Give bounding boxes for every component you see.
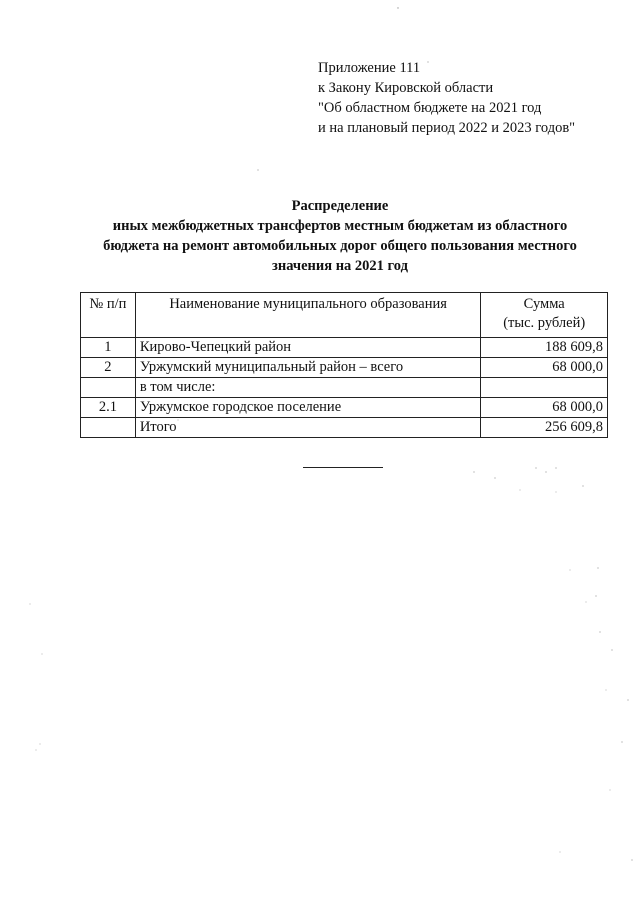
row-name: в том числе: (135, 378, 481, 398)
appendix-line: "Об областном бюджете на 2021 год (318, 100, 542, 116)
row-num: 1 (81, 338, 136, 358)
row-name: Кирово-Чепецкий район (135, 338, 481, 358)
row-name: Итого (135, 418, 481, 438)
row-sum: 68 000,0 (481, 398, 608, 418)
appendix-line: и на плановый период 2022 и 2023 годов" (318, 120, 576, 136)
row-name: Уржумский муниципальный район – всего (135, 358, 481, 378)
row-sum: 256 609,8 (481, 418, 608, 438)
title-line: иных межбюджетных трансфертов местным бюджетам из областного (112, 218, 568, 234)
header-sum-title: Сумма (523, 296, 565, 312)
row-sum: 188 609,8 (481, 338, 608, 358)
header-num: № п/п (81, 293, 136, 338)
appendix-line: Приложение 111 (318, 60, 421, 76)
header-name: Наименование муниципального образования (135, 293, 481, 338)
row-name: Уржумское городское поселение (135, 398, 481, 418)
appendix-line: к Закону Кировской области (318, 80, 494, 96)
title-line: Распределение (291, 198, 389, 214)
title-line: бюджета на ремонт автомобильных дорог общего пользования местного (103, 238, 577, 254)
title-line: значения на 2021 год (272, 258, 408, 274)
row-num: 2 (81, 358, 136, 378)
row-num: 2.1 (81, 398, 136, 418)
row-sum: 68 000,0 (481, 358, 608, 378)
header-sum-unit: (тыс. рублей) (503, 315, 586, 331)
